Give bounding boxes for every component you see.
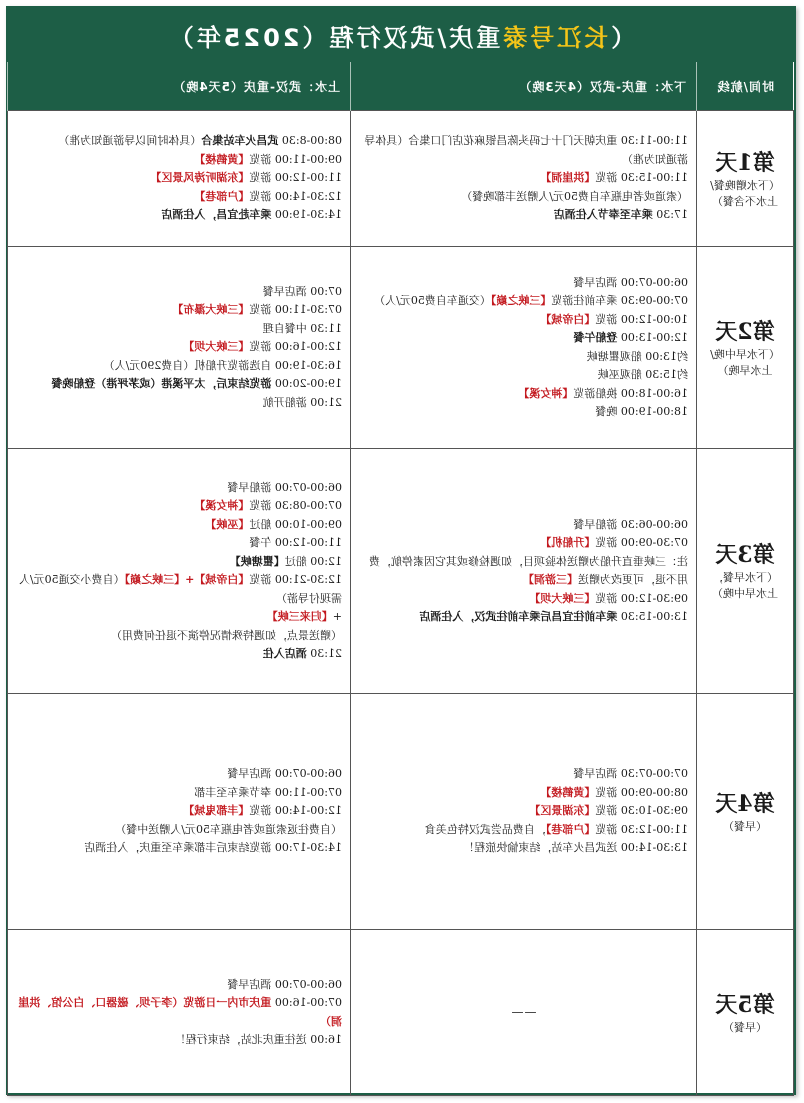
schedule-time: 07:00-16:00 — [271, 996, 342, 1009]
day-cell — [697, 449, 794, 694]
schedule-text: （索道或者电瓶车自费50元/人赠送丰都晚餐） — [461, 189, 688, 203]
schedule-time: 09:00-10:00 — [271, 517, 342, 531]
schedule-text: 游览结束后丰都乘车至重庆，入住酒店 — [84, 841, 272, 855]
attraction-name: 【户部巷】 — [194, 189, 250, 203]
schedule-line — [359, 274, 688, 293]
schedule-time: 07:00 — [306, 284, 342, 298]
schedule-time: 18:00-19:00 — [617, 405, 688, 418]
schedule-text: 酒店早餐 — [227, 977, 272, 991]
schedule-text: 自选游览升船机（自费290元/人） — [103, 358, 272, 372]
schedule-time: 12:00 — [306, 554, 342, 568]
schedule-time: 11:00-12:00 — [271, 171, 342, 185]
schedule-time: 11:00-12:00 — [271, 536, 342, 549]
schedule-time: 12:00-14:00 — [271, 804, 342, 818]
schedule-line — [359, 348, 688, 367]
mirrored-content — [8, 8, 794, 1093]
schedule-time: 16:30-19:00 — [271, 358, 342, 372]
day-row — [8, 449, 794, 694]
schedule-time: 12:00-13:00 — [617, 331, 688, 344]
schedule-text: （具体时间以导游通知为准） — [58, 134, 202, 148]
upstream-cell — [8, 930, 351, 1096]
schedule-text: 游览 — [249, 303, 272, 317]
schedule-line — [16, 608, 342, 627]
schedule-line — [16, 301, 342, 320]
schedule-text: 游览 — [595, 591, 618, 605]
schedule-time: 11:00-11:30 — [617, 134, 688, 148]
header-row — [8, 62, 794, 111]
schedule-text: 午餐 — [249, 536, 272, 549]
schedule-line — [359, 329, 688, 348]
schedule-line — [16, 206, 342, 225]
schedule-line — [359, 385, 688, 404]
day-meal: （早餐） — [723, 819, 767, 833]
schedule-line — [359, 553, 688, 590]
schedule-line — [359, 590, 688, 609]
schedule-text: 登船午餐 — [573, 331, 618, 344]
schedule-text: 酒店早餐 — [573, 767, 618, 781]
schedule-time: 09:30-12:00 — [617, 591, 688, 605]
attraction-name: 【洪崖洞】 — [540, 171, 596, 185]
day-row — [8, 111, 794, 247]
schedule-text: 游览 — [249, 573, 272, 586]
itinerary-body — [8, 111, 794, 1096]
schedule-time: 07:30-11:00 — [271, 303, 342, 317]
schedule-time: 06:00-07:00 — [617, 275, 688, 289]
day-name: 第3天 — [715, 542, 775, 568]
attraction-name: 【巫峡】 — [205, 517, 250, 531]
schedule-line — [16, 839, 342, 858]
schedule-time: 07:00-09:30 — [617, 294, 688, 307]
schedule-time: 13:00-15:30 — [617, 610, 688, 623]
schedule-line — [16, 627, 342, 646]
schedule-line — [359, 839, 688, 858]
attraction-name: 【三峡大坝】 — [529, 591, 596, 605]
schedule-time: 19:00-20:00 — [271, 377, 342, 391]
schedule-text: 晚餐 — [595, 405, 618, 418]
title-open: （ — [608, 23, 636, 52]
schedule-text: 游船早餐 — [573, 517, 618, 531]
schedule-line — [359, 206, 688, 225]
schedule-line — [16, 571, 342, 608]
itinerary-table — [7, 62, 794, 1096]
schedule-text: 乘车前往宜昌后乘车前往武汉，入住酒店 — [419, 610, 618, 623]
schedule-line — [359, 821, 688, 840]
day-cell — [697, 111, 794, 247]
schedule-line — [359, 1003, 688, 1022]
schedule-text: （自费小交通50元/人需现付导游） — [18, 573, 342, 605]
schedule-time: 13:30-14:00 — [617, 841, 688, 855]
schedule-line — [16, 784, 342, 803]
schedule-time: 21:30 — [306, 647, 342, 660]
schedule-text: 酒店早餐 — [262, 284, 307, 298]
schedule-line — [359, 311, 688, 330]
schedule-line — [16, 645, 342, 664]
schedule-line — [16, 479, 342, 498]
itinerary-frame — [6, 6, 796, 1095]
schedule-text: 船观瞿塘峡 — [586, 349, 642, 363]
attraction-name: 【神女溪】 — [518, 386, 574, 400]
upstream-cell — [8, 247, 351, 449]
attraction-name: 【户部巷】 — [545, 822, 596, 836]
schedule-line — [359, 169, 688, 188]
schedule-text: 游览 — [249, 340, 272, 354]
schedule-line — [16, 394, 342, 413]
schedule-line — [359, 403, 688, 422]
schedule-text: ，自费品尝武汉特色美食 — [424, 822, 546, 836]
schedule-text: 船过 — [249, 517, 272, 531]
schedule-line — [16, 802, 342, 821]
schedule-line — [359, 132, 688, 169]
schedule-text: 注：三峡垂直升船为赠送体验项目，如遇检修或其它因素停航，费用不退，可更改为赠送 — [369, 554, 688, 586]
schedule-text: （交通车自费50元/人） — [374, 294, 486, 307]
schedule-time: 11:00-15:30 — [617, 171, 688, 185]
schedule-text: 酒店早餐 — [227, 767, 272, 781]
schedule-time: 14:30-17:00 — [271, 841, 342, 855]
schedule-text: 【瞿塘峡】 — [229, 554, 285, 568]
schedule-text: —— — [510, 1005, 537, 1020]
schedule-text: 游览 — [249, 189, 272, 203]
schedule-time: 16:00-18:00 — [617, 386, 688, 400]
attraction-name: 【三游洞】 — [523, 573, 578, 586]
schedule-text: 游览 — [249, 499, 272, 512]
schedule-time: 11:30 — [306, 321, 342, 335]
schedule-text: （自费往返索道或者电瓶车50元/人赠送中餐） — [115, 822, 342, 836]
schedule-line — [359, 608, 688, 627]
schedule-text: 奉节乘车至丰都 — [194, 785, 272, 799]
schedule-line — [359, 765, 688, 784]
schedule-time: 14:30-19:00 — [271, 208, 342, 222]
schedule-time: 12:30-21:00 — [271, 573, 342, 586]
upstream-cell — [8, 694, 351, 930]
schedule-line — [16, 375, 342, 394]
schedule-text: 游览 — [595, 312, 618, 326]
schedule-text: 游船开航 — [262, 395, 307, 409]
day-cell — [697, 247, 794, 449]
schedule-line — [16, 320, 342, 339]
schedule-line — [16, 994, 342, 1031]
day-name: 第4天 — [715, 790, 775, 817]
attraction-name: 【三峡大坝】 — [183, 340, 250, 354]
header-up: 上水：武汉-重庆（5天4晚） — [8, 62, 351, 111]
day-name: 第1天 — [715, 149, 775, 176]
day-meal: （下水赠晚餐/ 上水不含餐） — [710, 178, 780, 208]
schedule-time: 08:00-8:30 — [278, 134, 342, 148]
schedule-time: 06:00-06:30 — [617, 517, 688, 531]
schedule-time: 08:00-09:00 — [617, 785, 688, 799]
schedule-line — [359, 534, 688, 553]
schedule-time: 07:00-07:30 — [617, 767, 688, 781]
attraction-name: 【神女溪】 — [194, 499, 250, 512]
schedule-text: 船过 — [284, 554, 307, 568]
schedule-text: 游船早餐 — [227, 480, 272, 494]
schedule-time: 07:00-08:30 — [271, 499, 342, 512]
downstream-cell — [351, 930, 697, 1096]
attraction-name: 【丰都鬼城】 — [183, 804, 250, 818]
day-cell — [697, 694, 794, 930]
schedule-text: 游览结束后，太平溪港（或茅坪港）登船晚餐 — [51, 377, 272, 391]
schedule-line — [16, 534, 342, 553]
attraction-name: 【黄鹤楼】 — [540, 785, 596, 799]
downstream-cell — [351, 247, 697, 449]
schedule-text: 酒店入住 — [262, 647, 307, 660]
schedule-text: 乘车至奉节入住酒店 — [553, 208, 653, 222]
downstream-cell — [351, 694, 697, 930]
schedule-time: 12:30-14:00 — [271, 189, 342, 203]
schedule-text: 游览 — [595, 536, 618, 549]
attraction-name: 【白帝城】 — [540, 312, 596, 326]
page-title — [8, 8, 794, 62]
schedule-time: 06:00-07:00 — [271, 480, 342, 494]
schedule-line — [16, 765, 342, 784]
day-meal: （下水早餐， 上水早中晚） — [712, 571, 778, 600]
schedule-line — [16, 553, 342, 572]
schedule-time: 约13:00 — [641, 349, 688, 363]
attraction-name: 【黄鹤楼】 — [194, 152, 250, 166]
schedule-time: 约15:30 — [641, 368, 688, 381]
attraction-name: 【东湖景区】 — [529, 804, 596, 818]
schedule-text: 游览 — [595, 785, 618, 799]
title-rest: 重庆/武汉行程（2025年） — [166, 23, 501, 52]
schedule-line — [16, 151, 342, 170]
schedule-text: 游览 — [249, 171, 272, 185]
schedule-line — [359, 802, 688, 821]
schedule-text: 酒店早餐 — [573, 275, 618, 289]
schedule-line — [16, 976, 342, 995]
day-name: 第2天 — [715, 318, 775, 345]
schedule-line — [359, 366, 688, 385]
attraction-name: 【三峡之巅】 — [485, 294, 552, 307]
schedule-time: 09:30-10:30 — [617, 804, 688, 818]
day-row — [8, 247, 794, 449]
day-meal: （下水早中晚/ 上水早晚） — [710, 347, 780, 377]
attraction-name: 【升船机】 — [540, 536, 596, 549]
schedule-time: 07:00-11:00 — [271, 785, 342, 799]
schedule-text: 乘车赴宜昌，入住酒店 — [161, 208, 272, 222]
schedule-time: 06:00-07:00 — [271, 977, 342, 991]
schedule-line — [16, 1031, 342, 1050]
schedule-time: 07:30-09:00 — [617, 536, 688, 549]
schedule-line — [16, 283, 342, 302]
schedule-time: 09:00-11:00 — [271, 152, 342, 166]
schedule-text: 船观巫峡 — [597, 368, 642, 381]
schedule-text: （赠送景点，如遇特殊情况停演不退任何费用） — [111, 628, 342, 642]
downstream-cell — [351, 111, 697, 247]
header-day: 时间/航线 — [697, 62, 794, 111]
day-row — [8, 930, 794, 1096]
schedule-line — [16, 188, 342, 207]
schedule-time: 11:00-12:30 — [617, 822, 688, 836]
schedule-text: 换船游览 — [573, 386, 618, 400]
schedule-line — [16, 516, 342, 535]
schedule-text: 武昌火车站集合 — [201, 134, 279, 148]
attraction-name: 【东湖听涛风景区】 — [150, 171, 250, 185]
upstream-cell — [8, 449, 351, 694]
title-brand: 长江号泰 — [500, 23, 609, 52]
header-down: 下水：重庆-武汉（4天3晚） — [351, 62, 697, 111]
schedule-line — [16, 821, 342, 840]
schedule-text: 送武昌火车站，结束愉快旅程！ — [463, 841, 618, 855]
attraction-name: 重庆市内一日游览（李子坝、磁器口、白公馆、洪崖洞） — [18, 996, 342, 1028]
schedule-line — [16, 338, 342, 357]
schedule-line — [359, 188, 688, 207]
schedule-time: 21:00 — [306, 395, 342, 409]
schedule-line — [16, 169, 342, 188]
schedule-time: 16:00 — [306, 1033, 342, 1046]
schedule-time: 06:00-07:00 — [271, 767, 342, 781]
schedule-time: 12:00-16:00 — [271, 340, 342, 354]
schedule-text: 游览 — [249, 152, 272, 166]
downstream-cell — [351, 449, 697, 694]
schedule-line — [16, 132, 342, 151]
attraction-name: 【三峡大瀑布】 — [172, 303, 250, 317]
schedule-text: + — [332, 610, 342, 623]
day-row — [8, 694, 794, 930]
schedule-text: 送往重庆北站，结束行程！ — [174, 1033, 307, 1046]
schedule-text: 游览 — [595, 822, 618, 836]
schedule-time: 17:30 — [652, 208, 688, 222]
attraction-name: 【白帝城】+【三峡之巅】 — [119, 573, 250, 586]
upstream-cell — [8, 111, 351, 247]
schedule-line — [359, 292, 688, 311]
schedule-line — [16, 497, 342, 516]
schedule-line — [16, 357, 342, 376]
attraction-name: 【归来三峡】 — [266, 610, 333, 623]
day-name: 第5天 — [715, 991, 775, 1018]
schedule-line — [359, 516, 688, 535]
day-meal: （早餐） — [723, 1020, 767, 1034]
schedule-text: 游览 — [249, 804, 272, 818]
day-cell — [697, 930, 794, 1096]
schedule-line — [359, 784, 688, 803]
schedule-text: 重庆朝天门十七码头陈昌银麻花店门口集合（具体导游通知为准） — [364, 134, 688, 166]
schedule-text: 游览 — [595, 804, 618, 818]
schedule-time: 10:00-12:00 — [617, 312, 688, 326]
schedule-text: 中餐自理 — [262, 321, 307, 335]
schedule-text: 乘车前往游览 — [551, 294, 618, 307]
schedule-text: 游览 — [595, 171, 618, 185]
